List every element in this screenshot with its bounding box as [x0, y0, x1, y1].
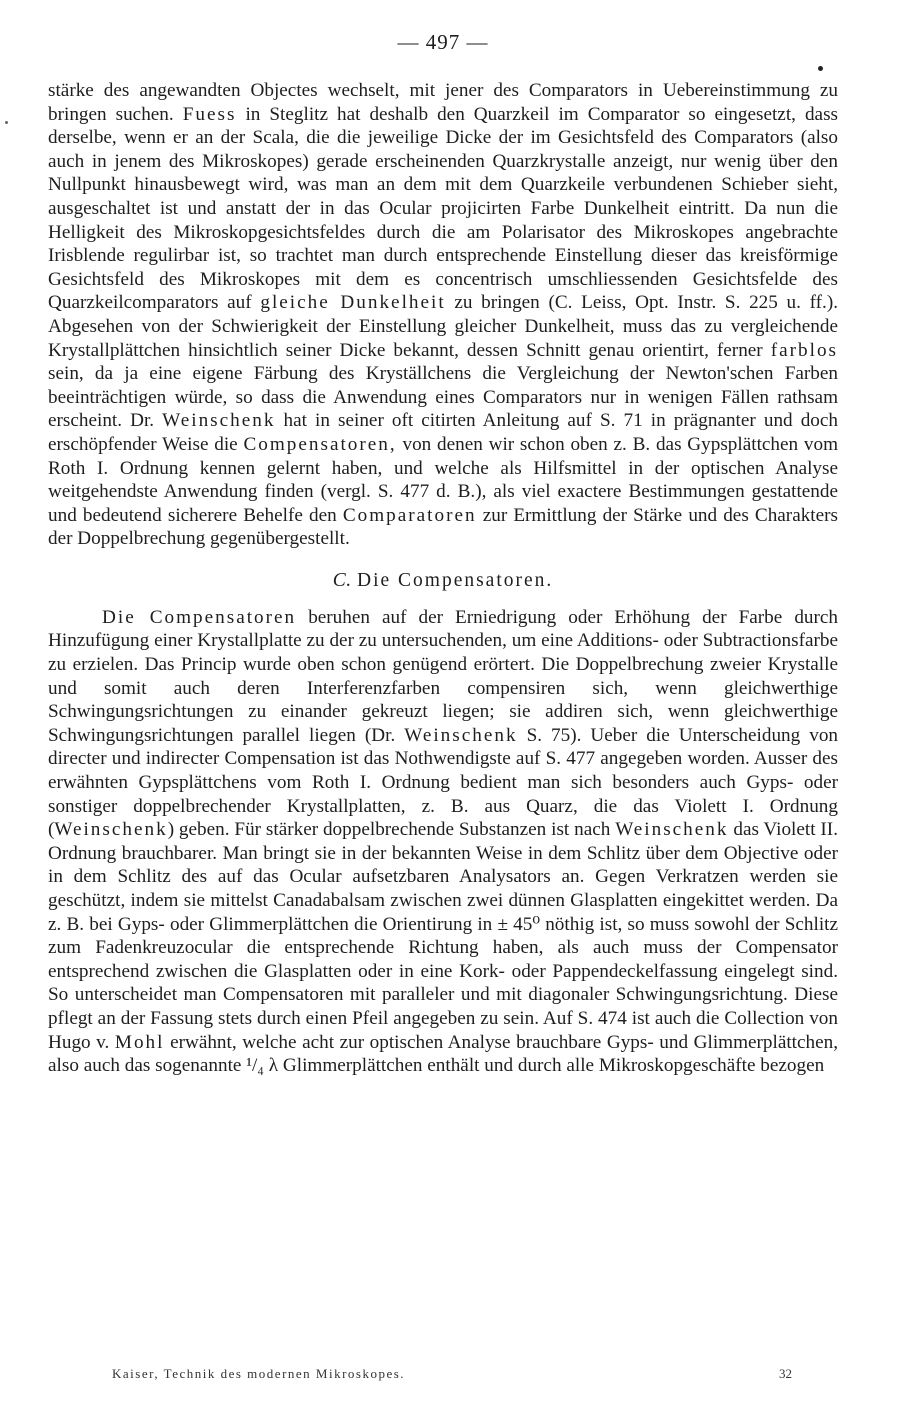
- emphasis: gleiche Dunkelheit: [260, 292, 446, 314]
- emphasis: farblos: [770, 339, 838, 361]
- person-name: Mohl: [114, 1031, 165, 1053]
- text-run: das Violett II. Ordnung brauchbarer. Man bringt sie in der bekannten Weise in dem Schlitz über dem Objective oder in dem Schlitz des auf das Ocular aufsetzbaren Analysators an. Gegen Verkratzen werden sie geschützt, indem sie mittelst Canadabalsam zwischen zwei dünnen Glasplatten eingekittet werden. Da z. B. bei Gyps- oder Glimmerplättchen die Orientirung in ± 45⁰ nöthig ist, so muss sowohl der Schlitz zum Fadenkreuzocular die entsprechende Richtung haben, als auch muss der Compensator entsprechend zwischen die Glasplatten oder in eine Kork- oder Pappendeckelfassung eingelegt sind. So unterscheidet man Compensatoren mit paralleler und mit diagonaler Schwingungsrichtung. Diese pflegt an der Fassung stets durch einen Pfeil angegeben zu sein. Auf S. 474 ist auch die Collection von Hugo v.: [48, 819, 838, 1053]
- paragraph-comparator: [48, 79, 838, 551]
- page-footer: [112, 1366, 792, 1382]
- ink-speck: [5, 121, 8, 124]
- text-run: in Steglitz hat deshalb den Quarzkeil im Comparator so eingesetzt, dass derselbe, wenn er an der Scala, die die jeweilige Dicke der im Gesichtsfeld des Comparators (also auch in jenem des Mikroskopes) gerade erscheinenden Quarzkrystalle anzeigt, nur wenig über den Nullpunkt hinausbewegt wird, was man an dem mit dem Quarzkeile verbundenen Schieber sieht, ausgeschaltet ist und anstatt der in das Ocular projicirten Farbe Dunkelheit eintritt. Da nun die Helligkeit des Mikroskopgesichtsfeldes durch die am Polarisator des Mikroskopes angebrachte Irisblende regulirbar ist, so trachtet man durch entsprechende Einstellung dieser das kreisförmige Gesichtsfeld des Mikroskopes mit dem es concentrisch umschliessenden Gesichtsfelde des Quarzkeilcomparators auf: [48, 103, 839, 314]
- text-run: zu bringen (C. Leiss, Opt. Instr. S. 225 u. ff.). Abgesehen von der Schwierigkeit der Einstellung gleicher Dunkelheit, muss das zu vergleichende Krystallplättchen hinsichtlich seiner Dicke bekannt, dessen Schnitt genau orientirt, ferner: [48, 292, 839, 361]
- text-run: sein, da ja eine eigene Färbung des Kryställchens die Vergleichung der Newton'schen Farben beeinträchtigen würde, so dass die Anwendung eines Comparators nur in wenigen Fällen rathsam erscheint. Dr.: [48, 363, 838, 432]
- section-letter: C.: [332, 569, 352, 591]
- text-run: zur Ermittlung der Stärke und des Charakters der Doppelbrechung gegenübergestellt.: [48, 504, 839, 550]
- paragraph-compensatoren: [48, 606, 838, 1078]
- text-run: beruhen auf der Erniedrigung oder Erhöhung der Farbe durch Hinzufügung einer Krystallplatte zu der zu untersuchenden, um eine Additions- oder Subtractionsfarbe zu erzielen. Das Princip wurde oben schon genügend erörtert. Die Doppelbrechung zweier Krystalle und somit auch deren Interferenzfarben compensiren sich, wenn gleichwerthige Schwingungsrichtungen zu einander gekreuzt liegen; sie addiren sich, wenn gleichwerthige Schwingungsrichtungen parallel liegen (Dr.: [48, 606, 839, 746]
- person-name: Weinschenk: [404, 724, 518, 746]
- text-run: S. 75). Ueber die Unterscheidung von directer und indirecter Compensation ist das Nothwendigste auf S. 477 angegeben worden. Ausser des erwähnten Gypsplättchens vom Roth I. Ordnung bedient man sich besonders auch Gyps- oder sonstiger doppelbrechender Krystallplatten, z. B. aus Quarz, die das Violett I. Ordnung (: [48, 724, 839, 841]
- person-name: Weinschenk: [615, 819, 729, 841]
- person-name: Weinschenk: [162, 410, 276, 432]
- emphasis: Comparatoren: [342, 504, 477, 526]
- person-name: Weinschenk: [54, 819, 168, 841]
- emphasis: Die Compensatoren: [102, 606, 297, 628]
- text-run: hat in seiner oft citirten Anleitung auf S. 71 in prägnanter und doch erschöpfender Weise die: [48, 410, 838, 455]
- text-run: stärke des angewandten Objectes wechselt, mit jener des Comparators in Uebereinstimmung zu bringen suchen.: [48, 80, 838, 125]
- section-title: Die Compensatoren.: [356, 569, 554, 591]
- book-page: [48, 30, 838, 1078]
- text-run: von denen wir schon oben z. B. das Gypsplättchen vom Roth I. Ordnung kennen gelernt haben, und welche als Hilfsmittel in der optischen Analyse weitgehendste Anwendung finden (vergl. S. 477 d. B.), als viel exactere Bestimmungen gestattende und bedeutend sicherere Behelfe den: [48, 433, 839, 526]
- text-run: erwähnt, welche acht zur optischen Analyse brauchbare Gyps- und Glimmerplättchen, also auch das sogenannte ¹/₄ λ Glimmerplättchen enthält und durch alle Mikroskopgeschäfte bezogen: [48, 1031, 839, 1077]
- section-heading: [48, 570, 838, 592]
- page-number: — 497 —: [397, 30, 489, 54]
- running-title: Kaiser, Technik des modernen Mikroskopes.: [112, 1366, 406, 1381]
- emphasis: Compensatoren,: [243, 433, 397, 455]
- text-run: ) geben. Für stärker doppelbrechende Substanzen ist nach: [167, 819, 611, 841]
- person-name: Fuess: [182, 103, 237, 125]
- signature-mark: 32: [779, 1366, 792, 1381]
